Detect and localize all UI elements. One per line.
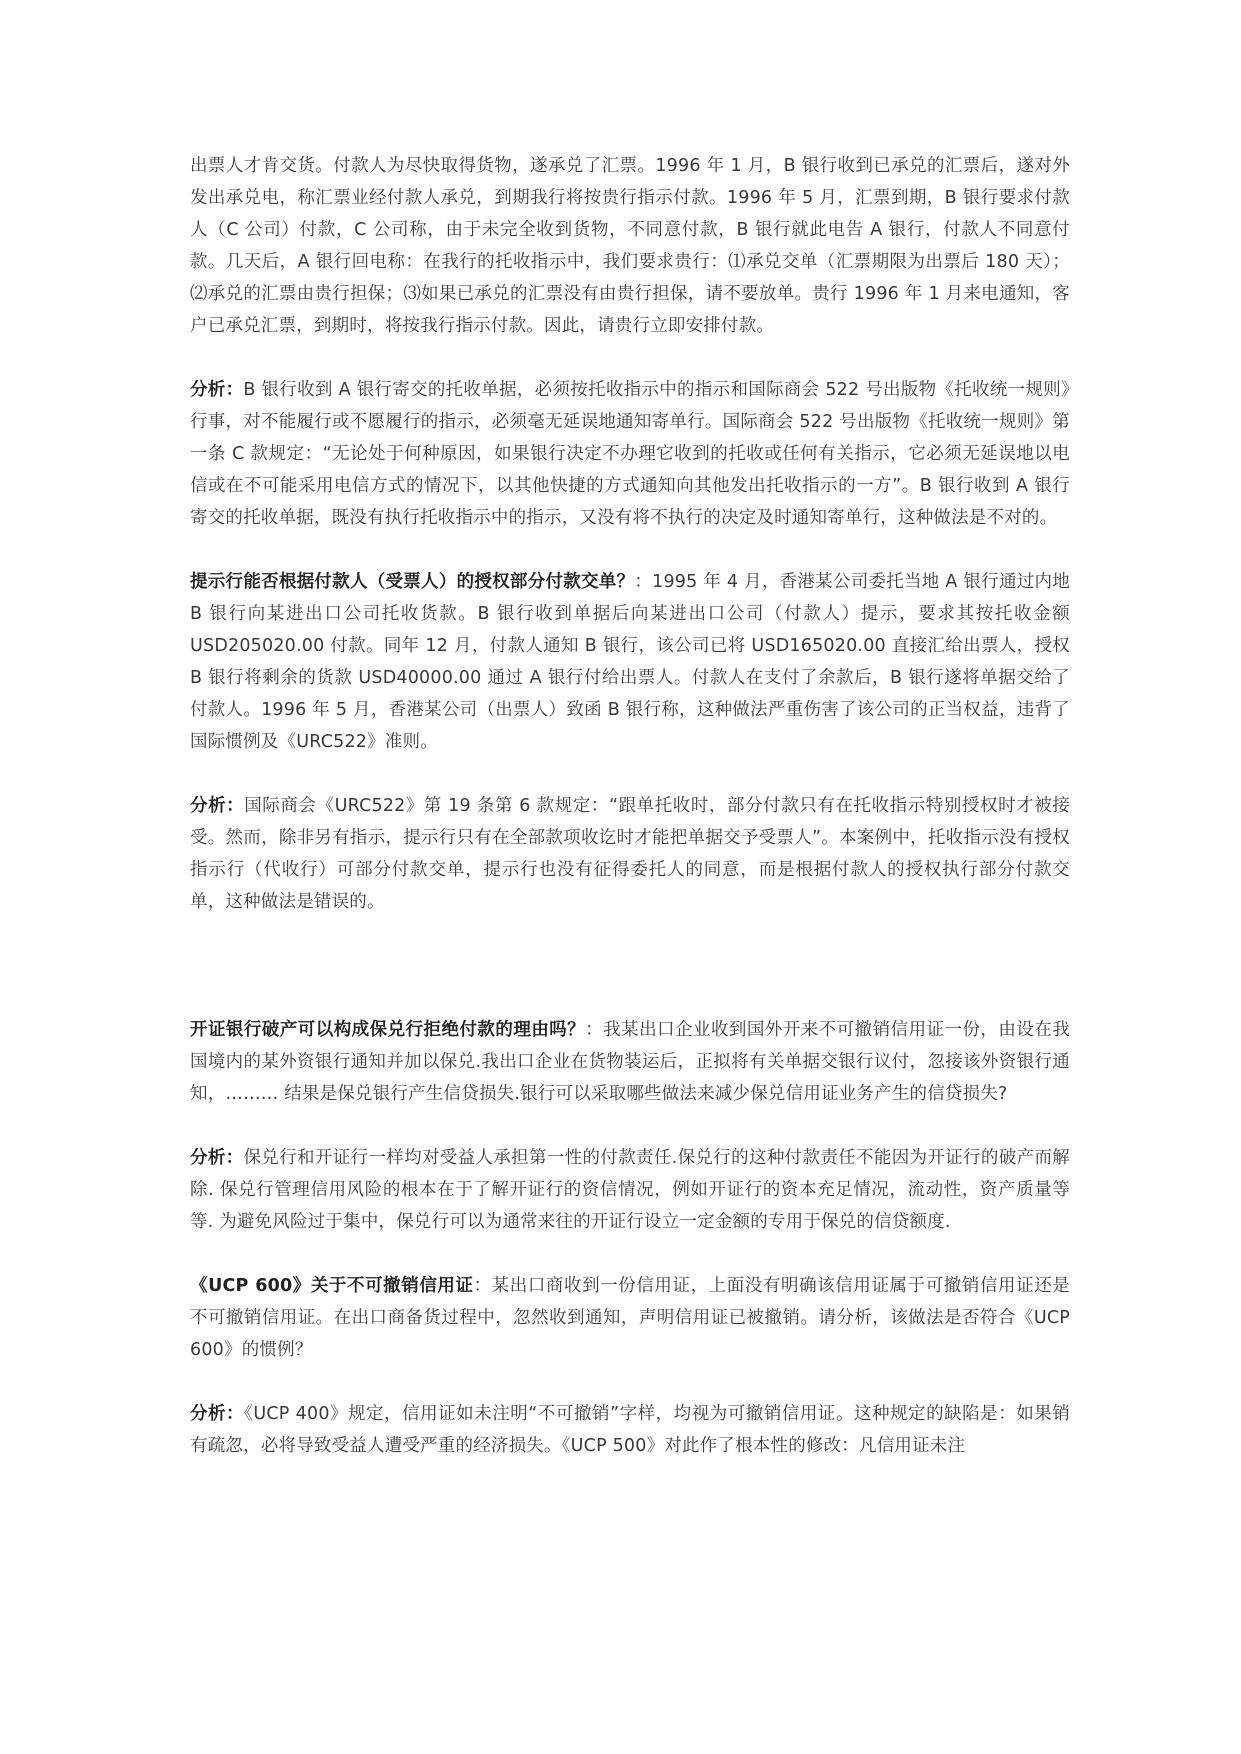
paragraph-body: 国际商会《URC522》第 19 条第 6 款规定：“跟单托收时，部分付款只有在托收指示特别授权时才被接受。然而，除非另有指示，提示行只有在全部款项收讫时才能把单据交予受票人”。本案例中，托收指示没有授权指示行（代收行）可部分付款交单，提示行也没有征得委托人的同意，而是根据付款人的授权执行部分付款交单，这种做法是错误的。 — [190, 796, 1070, 912]
paragraph-partial-payment-case — [190, 566, 1070, 758]
paragraph-analysis-3 — [190, 1142, 1070, 1238]
paragraph-bankruptcy-case — [190, 1014, 1070, 1110]
paragraph-lead: 分析： — [190, 796, 245, 816]
paragraph-lead: 《UCP 600》关于不可撤销信用证 — [190, 1276, 474, 1296]
paragraph-collection-case-text — [190, 150, 1070, 342]
paragraph-gap — [190, 758, 1070, 790]
paragraph-body: ：1995 年 4 月，香港某公司委托当地 A 银行通过内地 B 银行向某进出口公司托收货款。B 银行收到单据后向某进出口公司（付款人）提示，要求其按托收金额 USD205020.00 付款。同年 12 月，付款人通知 B 银行，该公司已将 USD165020.00 直接汇给出票人，授权 B 银行将剩余的货款 USD40000.00 通过 A 银行付给出票人。付款人在支付了余款后，B 银行遂将单据交给了付款人。1996 年 5 月，香港某公司（出票人）致函 B 银行称，这种做法严重伤害了该公司的正当权益，违背了国际惯例及《URC522》准则。 — [190, 572, 1070, 752]
paragraph-analysis-1 — [190, 374, 1070, 534]
document-page — [190, 150, 1070, 1462]
paragraph-lead: 提示行能否根据付款人（受票人）的授权部分付款交单？ — [190, 572, 635, 592]
paragraph-gap — [190, 342, 1070, 374]
paragraph-body: 出票人才肯交货。付款人为尽快取得货物，遂承兑了汇票。1996 年 1 月，B 银行收到已承兑的汇票后，遂对外发出承兑电，称汇票业经付款人承兑，到期我行将按贵行指示付款。1996 年 5 月，汇票到期，B 银行要求付款人（C 公司）付款，C 公司称，由于未完全收到货物，不同意付款，B 银行就此电告 A 银行，付款人不同意付款。几天后，A 银行回电称：在我行的托收指示中，我们要求贵行：⑴承兑交单（汇票期限为出票后 180 天）；⑵承兑的汇票由贵行担保；⑶如果已承兑的汇票没有由贵行担保，请不要放单。贵行 1996 年 1 月来电通知，客户已承兑汇票，到期时，将按我行指示付款。因此，请贵行立即安排付款。 — [190, 156, 1070, 336]
paragraph-body: B 银行收到 A 银行寄交的托收单据，必须按托收指示中的指示和国际商会 522 号出版物《托收统一规则》行事，对不能履行或不愿履行的指示，必须毫无延误地通知寄单行。国际商会 522 号出版物《托收统一规则》第一条 C 款规定：“无论处于何种原因，如果银行决定不办理它收到的托收或任何有关指示，它必须无延误地以电信或在不可能采用电信方式的情况下，以其他快捷的方式通知向其他发出托收指示的一方”。B 银行收到 A 银行寄交的托收单据，既没有执行托收指示中的指示，又没有将不执行的决定及时通知寄单行，这种做法是不对的。 — [190, 380, 1070, 528]
paragraph-ucp600-case — [190, 1270, 1070, 1366]
paragraph-gap — [190, 1238, 1070, 1270]
paragraph-body: ：我某出口企业收到国外开来不可撤销信用证一份，由设在我国境内的某外资银行通知并加以保兑.我出口企业在货物装运后，正拟将有关单据交银行议付，忽接该外资银行通知，……… 结果是保兑银行产生信贷损失.银行可以采取哪些做法来减少保兑信用证业务产生的信贷损失? — [190, 1020, 1070, 1104]
paragraph-body: 保兑行和开证行一样均对受益人承担第一性的付款责任.保兑行的这种付款责任不能因为开证行的破产而解除. 保兑行管理信用风险的根本在于了解开证行的资信情况，例如开证行的资本充足情况，流动性，资产质量等等. 为避免风险过于集中，保兑行可以为通常来往的开证行设立一定金额的专用于保兑的信贷额度. — [190, 1148, 1070, 1232]
paragraph-lead: 分析： — [190, 1148, 244, 1168]
paragraph-gap — [190, 534, 1070, 566]
paragraph-gap — [190, 1110, 1070, 1142]
paragraph-lead: 分析： — [190, 1404, 245, 1424]
paragraph-gap — [190, 1366, 1070, 1398]
paragraph-analysis-2 — [190, 790, 1070, 918]
section-gap — [190, 918, 1070, 1014]
paragraph-analysis-4 — [190, 1398, 1070, 1462]
paragraph-lead: 开证银行破产可以构成保兑行拒绝付款的理由吗？ — [190, 1020, 586, 1040]
paragraph-body: ：某出口商收到一份信用证，上面没有明确该信用证属于可撤销信用证还是不可撤销信用证。在出口商备货过程中，忽然收到通知，声明信用证已被撤销。请分析，该做法是否符合《UCP 600》的惯例？ — [190, 1276, 1070, 1360]
paragraph-body: 《UCP 400》规定，信用证如未注明“不可撤销”字样，均视为可撤销信用证。这种规定的缺陷是：如果销有疏忽，必将导致受益人遭受严重的经济损失。《UCP 500》对此作了根本性的修改：凡信用证未注 — [190, 1404, 1070, 1456]
paragraph-lead: 分析： — [190, 380, 244, 400]
